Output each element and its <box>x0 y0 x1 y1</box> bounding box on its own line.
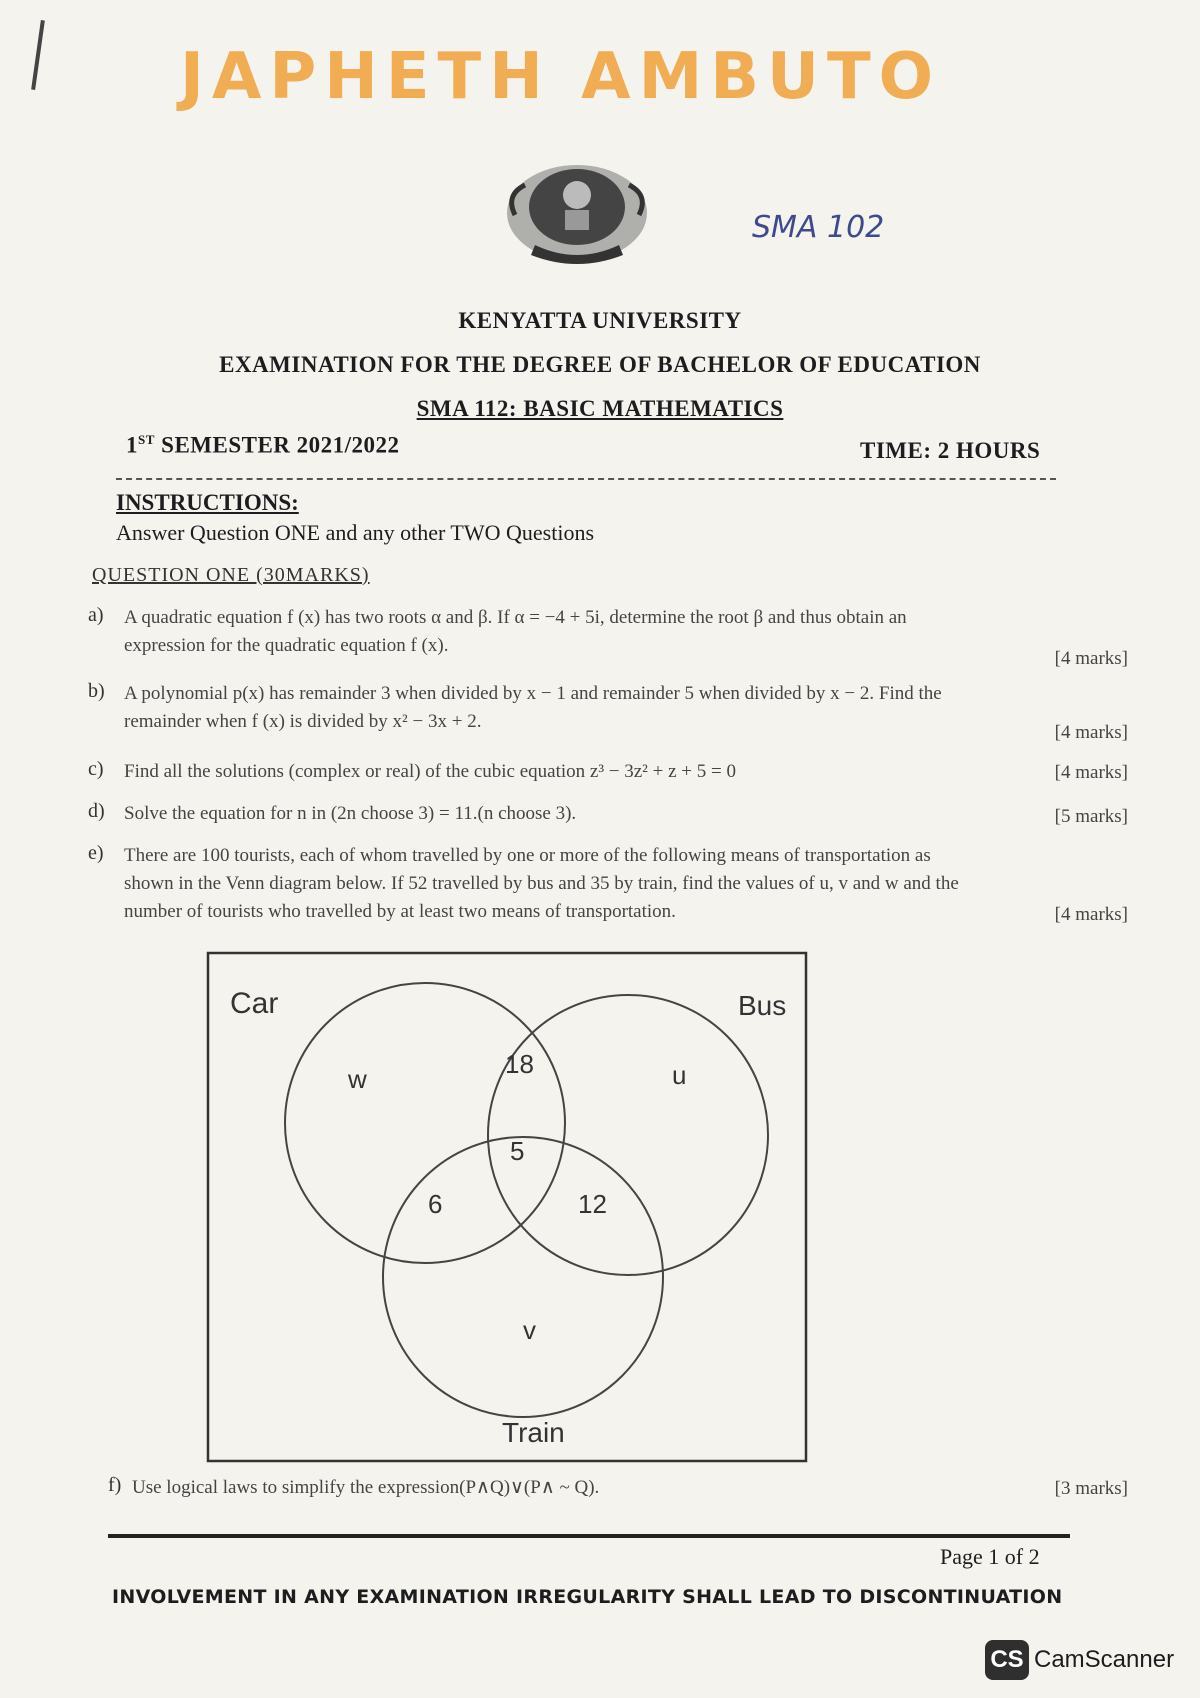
irregularity-warning: INVOLVEMENT IN ANY EXAMINATION IRREGULARITY SHALL LEAD TO DISCONTINUATION <box>112 1586 1063 1608</box>
part-b-label: b) <box>88 680 105 702</box>
handwritten-course-note: SMA 102 <box>752 210 885 245</box>
university-crest-icon <box>495 155 660 270</box>
part-f-label: f) <box>108 1474 122 1496</box>
venn-region-train-only: v <box>523 1315 536 1345</box>
handwritten-student-name: JAPHETH AMBUTO <box>180 40 942 114</box>
question-one-heading: QUESTION ONE (30MARKS) <box>92 564 370 586</box>
venn-region-all-three: 5 <box>510 1136 525 1166</box>
part-a-line2: expression for the quadratic equation f (x). <box>124 635 449 656</box>
semester-text: SEMESTER 2021/2022 <box>154 432 400 458</box>
venn-label-bus: Bus <box>738 990 787 1021</box>
part-e-line1: There are 100 tourists, each of whom travelled by one or more of the following means of transportation as <box>124 845 931 866</box>
part-e-line2: shown in the Venn diagram below. If 52 travelled by bus and 35 by train, find the values of u, v and w and the <box>124 873 959 894</box>
venn-label-train: Train <box>502 1417 565 1448</box>
part-d-label: d) <box>88 800 105 822</box>
part-e-line3: number of tourists who travelled by at least two means of transportation. <box>124 901 676 922</box>
part-f-question: Use logical laws to simplify the expression(P∧Q)∨(P∧ ~ Q). <box>132 1477 600 1498</box>
part-d-question: Solve the equation for n in (2n choose 3) = 11.(n choose 3). <box>124 803 577 824</box>
venn-circle-car <box>285 983 565 1263</box>
part-d-marks: [5 marks] <box>1054 806 1128 827</box>
venn-circle-bus <box>488 995 768 1275</box>
venn-region-car-bus: 18 <box>505 1049 534 1079</box>
instructions-heading: INSTRUCTIONS: <box>116 490 299 515</box>
header-divider <box>116 478 1056 480</box>
instructions-text: Answer Question ONE and any other TWO Questions <box>116 520 595 545</box>
venn-label-car: Car <box>230 987 279 1020</box>
part-b-line2: remainder when f (x) is divided by x² − 3x + 2. <box>124 711 482 732</box>
camscanner-label: CamScanner <box>1034 1646 1175 1673</box>
semester-line <box>126 432 400 459</box>
semester-superscript: ST <box>138 432 155 447</box>
venn-region-car-only: w <box>348 1064 367 1094</box>
university-name: KENYATTA UNIVERSITY <box>458 308 742 333</box>
part-c-question: Find all the solutions (complex or real) of the cubic equation z³ − 3z² + z + 5 = 0 <box>124 761 736 782</box>
semester-number: 1 <box>126 432 138 458</box>
venn-region-car-train: 6 <box>428 1189 443 1219</box>
part-a-marks: [4 marks] <box>1054 648 1128 669</box>
part-a-line1: A quadratic equation f (x) has two roots α and β. If α = −4 + 5i, determine the root β and thus obtain an <box>124 607 907 628</box>
venn-circle-train <box>383 1137 663 1417</box>
page-number: Page 1 of 2 <box>940 1544 1040 1569</box>
venn-diagram <box>200 945 810 1465</box>
part-a-label: a) <box>88 604 104 626</box>
part-e-label: e) <box>88 842 104 864</box>
exam-title: EXAMINATION FOR THE DEGREE OF BACHELOR OF EDUCATION <box>219 352 981 377</box>
pen-mark <box>31 20 45 90</box>
part-c-label: c) <box>88 758 104 780</box>
part-c-marks: [4 marks] <box>1054 762 1128 783</box>
part-b-marks: [4 marks] <box>1054 722 1128 743</box>
part-f-marks: [3 marks] <box>1054 1478 1128 1499</box>
exam-time: TIME: 2 HOURS <box>860 438 1041 463</box>
venn-region-bus-only: u <box>672 1060 687 1090</box>
part-e-marks: [4 marks] <box>1054 904 1128 925</box>
part-b-line1: A polynomial p(x) has remainder 3 when divided by x − 1 and remainder 5 when divided by x − 2. Find the <box>124 683 942 704</box>
footer-rule <box>108 1534 1070 1538</box>
camscanner-logo-icon: CS <box>985 1640 1029 1680</box>
course-title: SMA 112: BASIC MATHEMATICS <box>416 396 784 421</box>
venn-region-bus-train: 12 <box>578 1189 607 1219</box>
